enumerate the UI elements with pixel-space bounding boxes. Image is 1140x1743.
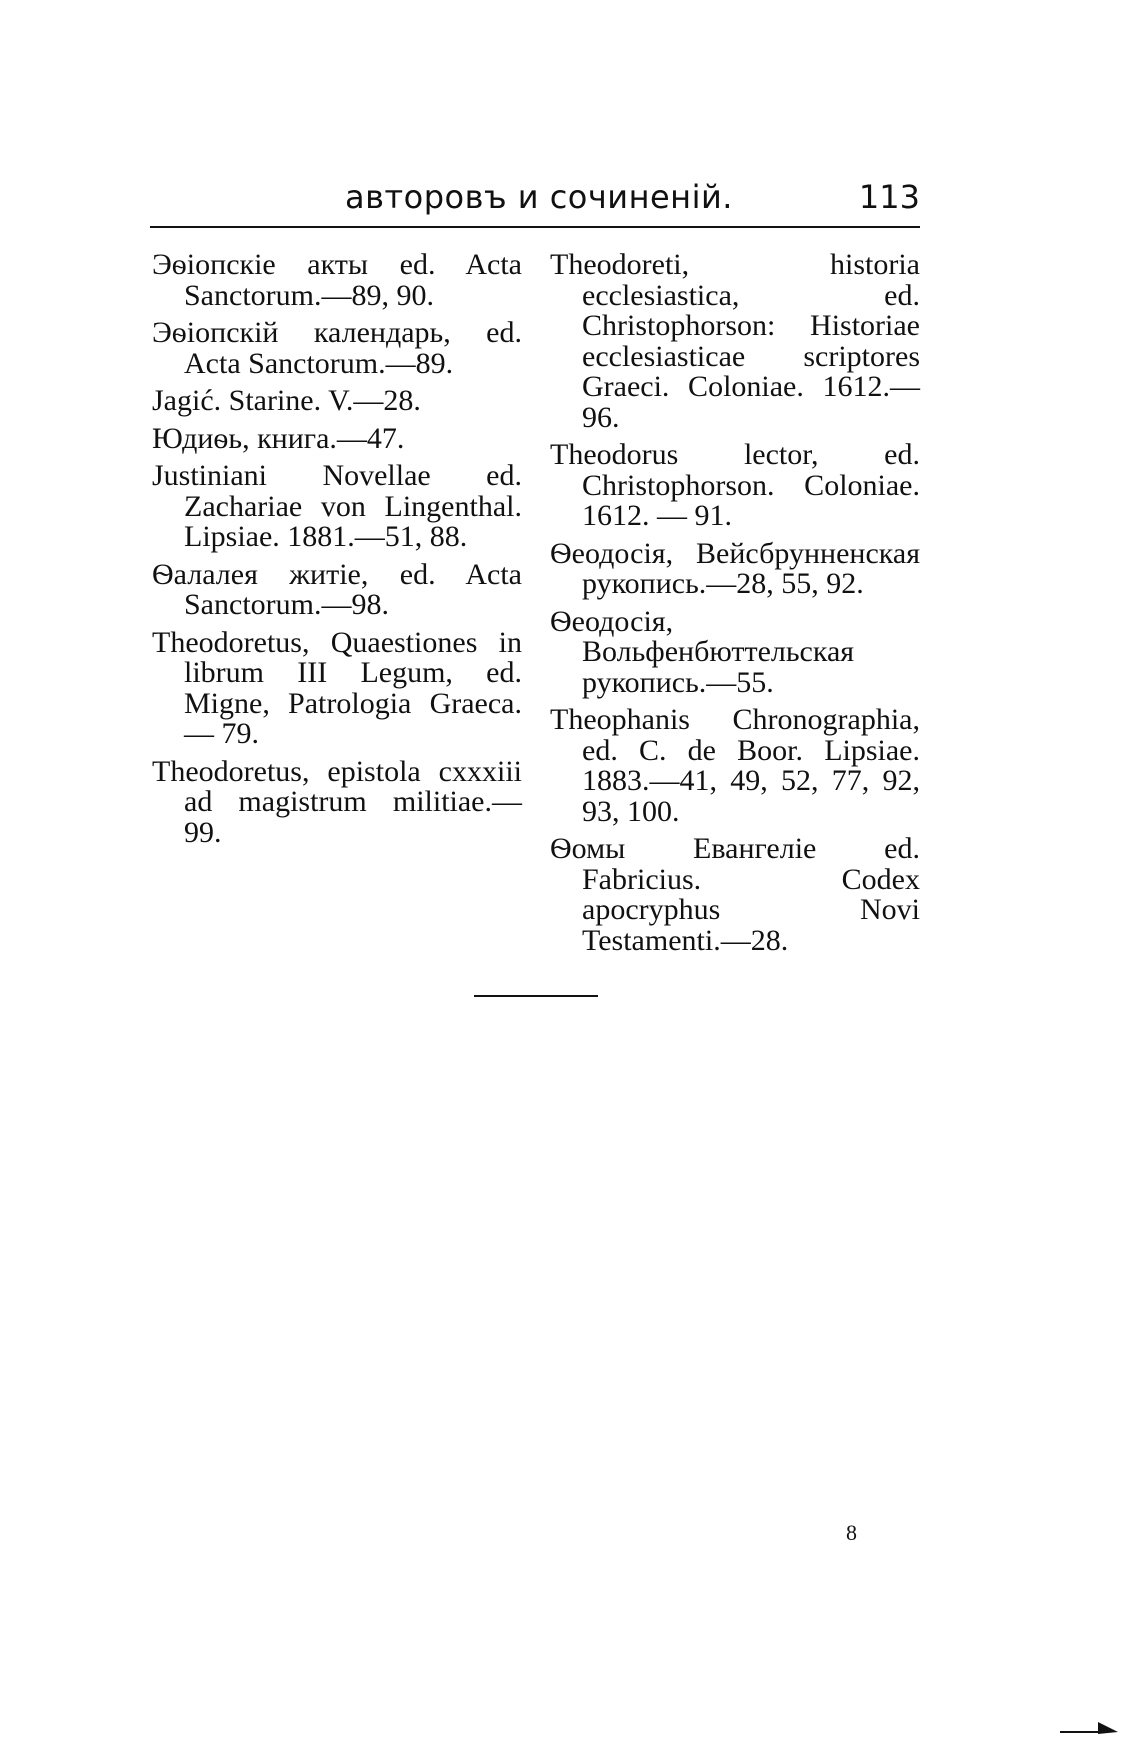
index-entry: Theodoretus, Quaestiones in librum III Legum, ed. Migne, Patrologia Graeca. — 79. (152, 625, 522, 750)
index-column-left (152, 250, 522, 855)
index-column-right (550, 250, 920, 963)
index-entry: Эѳіопскій календарь, ed. Acta Sanctorum.—89. (152, 316, 522, 380)
running-title: авторовъ и сочиненій. (345, 178, 733, 216)
index-entry: Theophanis Chronographia, ed. C. de Boor. Lipsiae. 1883.—41, 49, 52, 77, 92, 93, 100. (550, 703, 920, 828)
index-entry: Юдиѳь, книга.—47. (152, 421, 405, 455)
index-entry: Ѳомы Евангеліе ed. Fabricius. Codex apocryphus Novi Testamenti.—28. (550, 832, 920, 957)
section-end-rule (474, 995, 598, 997)
index-entry: Ѳеодосія, Вольфенбюттельская рукопись.—55. (550, 604, 855, 699)
index-entry: Ѳалалея житіе, ed. Acta Sanctorum.—98. (152, 557, 522, 621)
signature-mark: 8 (846, 1520, 857, 1545)
index-entry: Justiniani Novellae ed. Zachariae von Lingenthal. Lipsiae. 1881.—51, 88. (152, 459, 522, 553)
index-entry: Theodorus lector, ed. Christophorson. Coloniae. 1612. — 91. (550, 438, 920, 532)
page-number: 113 (858, 178, 920, 216)
arrow-right-icon (1060, 1720, 1120, 1736)
index-entry: Theodoreti, historia ecclesiastica, ed. Christophorson: Historiae ecclesiasticae scriptores Graeci. Coloniae. 1612.—96. (550, 248, 920, 434)
index-entry: Эѳіопскіе акты ed. Acta Sanctorum.—89, 90. (152, 248, 522, 312)
index-entry: Ѳеодосія, Вейсбрунненская рукопись.—28, 55, 92. (550, 536, 920, 600)
index-entry: Theodoretus, epistola cxxxiii ad magistrum militiae.— 99. (152, 754, 522, 849)
index-entry: Jagić. Starine. V.—28. (152, 384, 421, 417)
running-header (150, 170, 920, 228)
